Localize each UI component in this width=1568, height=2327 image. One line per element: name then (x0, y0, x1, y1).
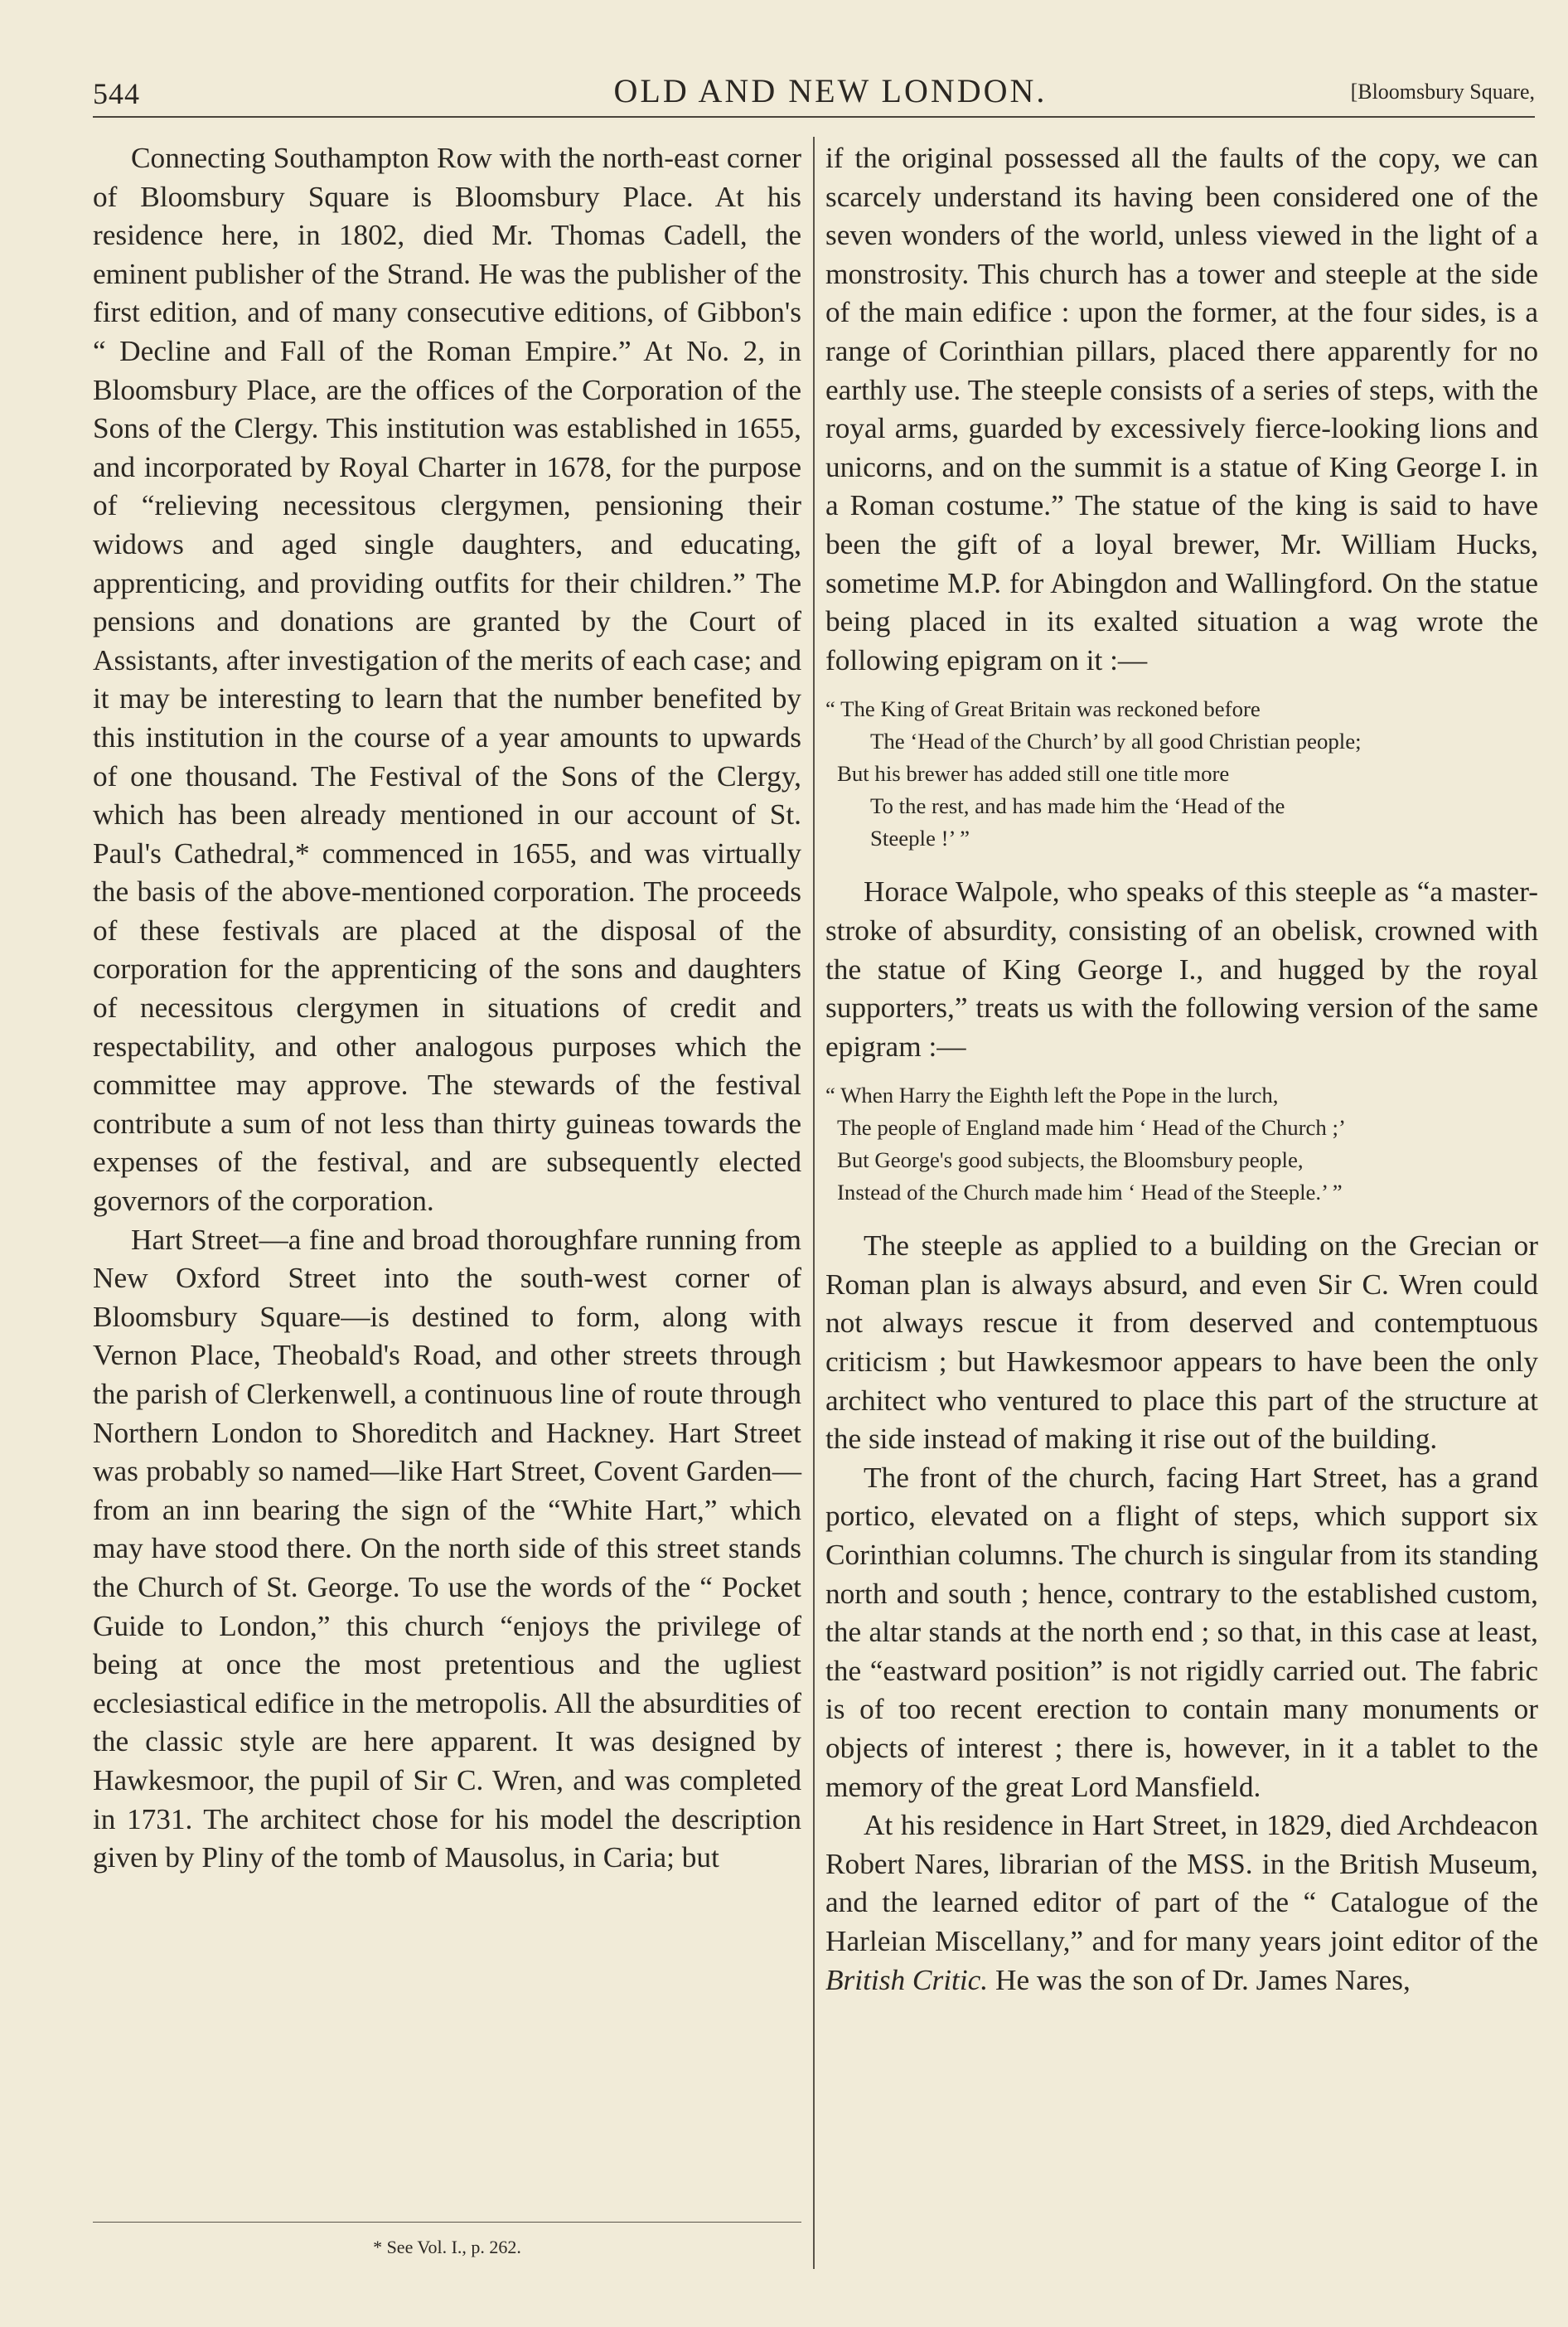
running-title: OLD AND NEW LONDON. (613, 72, 1048, 109)
section-label: [Bloomsbury Square, (1350, 80, 1535, 104)
paragraph-continued: if the original possessed all the faults of the copy, we can scarcely understand its having been considered one of the seven wonders of the world, unless viewed in the light of a monstrosity. This church has a tower and steeple at the side of the main edifice : upon the former, at the four sides, is a range of Corinthian pillars, placed there apparently for no earthly use. The steeple consists of a series of steps, with the royal arms, guarded by excessively fierce-looking lions and unicorns, and on the summit is a statue of King George I. in a Roman costume.” The statue of the king is said to have been the gift of a loyal brewer, Mr. William Hucks, sometime M.P. for Abingdon and Wallingford. On the statue being placed in its exalted situation a wag wrote the following epigram on it :— (825, 142, 1538, 676)
verse-line: To the rest, and has made him the ‘Head of the (870, 793, 1285, 819)
paragraph-steeple: The steeple as applied to a building on the Grecian or Roman plan is always absurd, and even Sir C. Wren could not always rescue it from deserved and contemptuous criticism ; but Hawkesmoor appears to have been the only architect who ventured to place this part of the structure at the side instead of making it rise out of the building. (825, 1229, 1538, 1456)
verse-line: Steeple !’ ” (870, 826, 970, 851)
epigram-two (825, 1079, 1538, 1209)
footnote-rule (93, 2222, 801, 2223)
left-column (93, 139, 801, 1878)
verse-line: But George's good subjects, the Bloomsbury people, (837, 1147, 1304, 1173)
paragraph-walpole: Horace Walpole, who speaks of this steeple as “a master-stroke of absurdity, consisting of an obelisk, crowned with the statue of King George I., and hugged by the royal supporters,” treats us with the following version of the same epigram :— (825, 875, 1538, 1063)
paragraph-hart-street: Hart Street—a fine and broad thoroughfare running from New Oxford Street into the south-west corner of Bloomsbury Square—is destined to form, along with Vernon Place, Theobald's Road, and other streets through the parish of Clerkenwell, a continuous line of route through Northern London to Shoreditch and Hackney. Hart Street was probably so named—like Hart Street, Covent Garden—from an inn bearing the sign of the “White Hart,” which may have stood there. On the north side of this street stands the Church of St. George. To use the words of the “ Pocket Guide to London,” this church “enjoys the privilege of being at once the most pretentious and the ugliest ecclesiastical edifice in the metropolis. All the absurdities of the classic style are here apparent. It was designed by Hawkesmoor, the pupil of Sir C. Wren, and was completed in 1731. The architect chose for his model the description given by Pliny of the tomb of Mausolus, in Caria; but (93, 1223, 801, 1874)
verse-line: But his brewer has added still one title more (837, 761, 1230, 787)
right-column (825, 139, 1538, 2000)
epigram-one (825, 693, 1538, 855)
verse-line: “ When Harry the Eighth left the Pope in the lurch, (825, 1083, 1279, 1108)
verse-line: The ‘Head of the Church’ by all good Christian people; (870, 729, 1362, 754)
verse-line: “ The King of Great Britain was reckoned before (825, 696, 1261, 722)
british-critic-title: British Critic. (825, 1963, 989, 1996)
verse-line: Instead of the Church made him ‘ Head of the Steeple.’ ” (837, 1180, 1343, 1205)
page-header (93, 66, 1535, 118)
page-number: 544 (93, 77, 140, 110)
nares-text-end: He was the son of Dr. James Nares, (995, 1963, 1411, 1996)
nares-text-start: At his residence in Hart Street, in 1829, died Archdeacon Robert Nares, librarian of the MSS. in the British Museum, and the learned editor of part of the “ Catalogue of the Harleian Miscellany,” and for many years joint editor of the (825, 1809, 1538, 1957)
footnote: * See Vol. I., p. 262. (373, 2237, 521, 2257)
paragraph-bloomsbury-place: Connecting Southampton Row with the north-east corner of Bloomsbury Square is Bloomsbury Place. At his residence here, in 1802, died Mr. Thomas Cadell, the eminent publisher of the Strand. He was the publisher of the first edition, and of many consecutive editions, of Gibbon's “ Decline and Fall of the Roman Empire.” At No. 2, in Bloomsbury Place, are the offices of the Corporation of the Sons of the Clergy. This institution was established in 1655, and incorporated by Royal Charter in 1678, for the purpose of “relieving necessitous clergymen, pensioning their widows and aged single daughters, and educating, apprenticing, and providing outfits for their children.” The pensions and donations are granted by the Court of Assistants, after investigation of the merits of each case; and it may be interesting to learn that the number benefited by this institution in the course of a year amounts to upwards of one thousand. The Festival of the Sons of the Clergy, which has been already mentioned in our account of St. Paul's Cathedral,* commenced in 1655, and was virtually the basis of the above-mentioned corporation. The proceeds of these festivals are placed at the disposal of the corporation for the apprenticing of the sons and daughters of necessitous clergymen in situations of credit and respectability, and other analogous purposes which the committee may approve. The stewards of the festival contribute a sum of not less than thirty guineas towards the expenses of the festival, and are subsequently elected governors of the corporation. (93, 142, 801, 1218)
verse-line: The people of England made him ‘ Head of the Church ;’ (837, 1115, 1346, 1141)
paragraph-church-front: The front of the church, facing Hart Street, has a grand portico, elevated on a flight of steps, which support six Corinthian columns. The church is singular from its standing north and south ; hence, contrary to the established custom, the altar stands at the north end ; so that, in this case at least, the “eastward position” is not rigidly carried out. The fabric is of too recent erection to contain many monuments or objects of interest ; there is, however, in it a tablet to the memory of the great Lord Mansfield. (825, 1461, 1538, 1803)
column-divider (813, 137, 815, 2269)
paragraph-nares (825, 1806, 1538, 2000)
